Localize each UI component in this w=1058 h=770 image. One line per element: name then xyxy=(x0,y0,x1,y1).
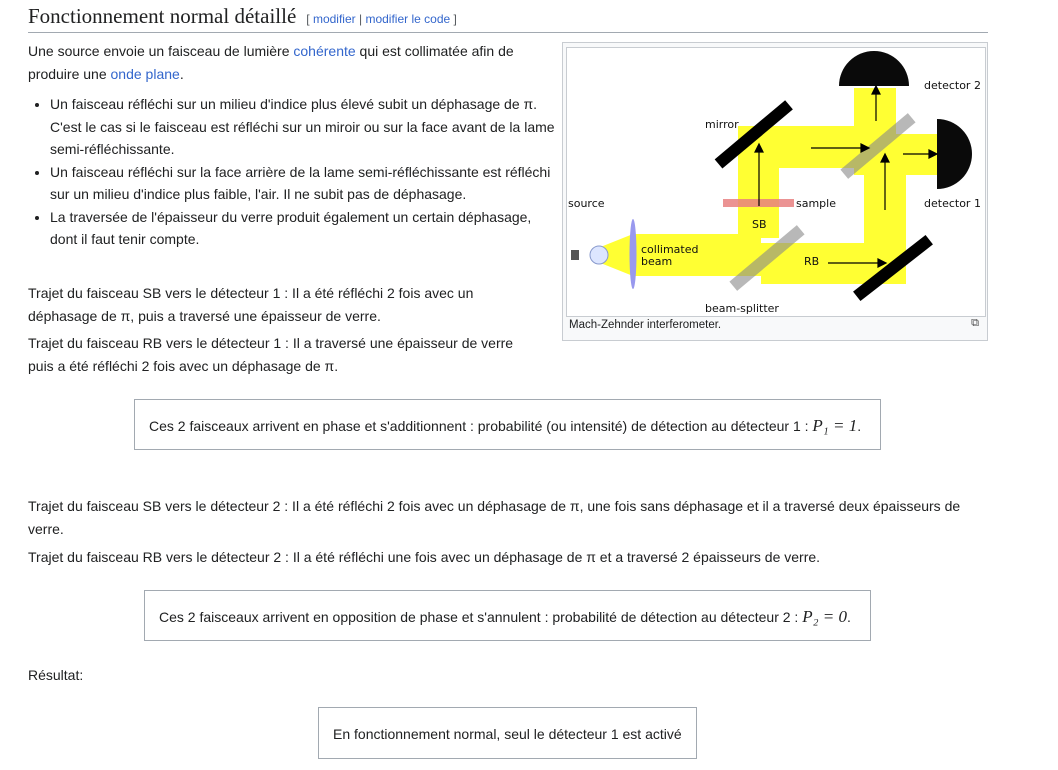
interferometer-diagram[interactable] xyxy=(566,47,986,317)
label-sample: sample xyxy=(796,197,836,210)
text: . xyxy=(179,65,184,82)
link-coherente[interactable]: cohérente xyxy=(293,43,356,59)
separator: | xyxy=(358,12,363,26)
box-text: En fonctionnement normal, seul le détecteur 1 est activé xyxy=(333,726,682,742)
detector-2 xyxy=(839,51,909,86)
edit-link[interactable]: modifier xyxy=(312,12,356,26)
detector-1 xyxy=(937,119,972,189)
box-text: Ces 2 faisceaux arrivent en phase et s'additionnent : probabilité (ou intensité) de détection au détecteur 1 : xyxy=(149,418,813,434)
list-item: • Un faisceau réfléchi sur un milieu d'indice plus élevé subit un déphasage de π. C'est le cas si le faisceau est réfléchi sur un miroir ou sur la face avant de la lame semi-réfléchissante. xyxy=(50,93,562,161)
bracket: ] xyxy=(453,12,457,26)
bulb-base xyxy=(571,250,579,260)
text: . xyxy=(847,609,851,625)
lens xyxy=(630,219,637,289)
result-box-detector2 xyxy=(144,590,871,641)
list-item: • Un faisceau réfléchi sur la face arrière de la lame semi-réfléchissante est réfléchi sur un milieu d'indice plus faible, l'air. Il ne subit pas de déphasage. xyxy=(50,161,562,206)
figure-caption: Mach-Zehnder interferometer. xyxy=(569,319,722,331)
label-rb: RB xyxy=(804,255,820,268)
paragraph-sb-d1: Trajet du faisceau SB vers le détecteur 1 : Il a été réfléchi 2 fois avec un déphasage de π, puis a traversé une épaisseur de verre. xyxy=(28,285,474,324)
heading-title: Fonctionnement normal détaillé xyxy=(28,4,297,28)
box-text: Ces 2 faisceaux arrivent en opposition de phase et s'annulent : probabilité de détection au détecteur 2 : xyxy=(159,609,803,625)
text: Une source envoie un faisceau de lumière xyxy=(28,43,294,59)
bracket: [ xyxy=(306,12,310,26)
conclusion-box xyxy=(318,707,697,759)
label-detector2: detector 2 xyxy=(924,79,981,92)
label-collimated: collimated xyxy=(641,243,699,256)
paragraph-sb-d2: Trajet du faisceau SB vers le détecteur 2 : Il a été réfléchi 2 fois avec un déphasage de π, une fois sans déphasage et il a traversé deux épaisseurs de verre. xyxy=(28,498,961,537)
link-onde-plane[interactable]: onde plane xyxy=(110,65,180,82)
label-mirror: mirror xyxy=(705,118,739,131)
result-box-detector1 xyxy=(134,399,881,450)
bullet-list xyxy=(28,93,562,251)
paragraph-rb-d2: Trajet du faisceau RB vers le détecteur 2 : Il a été réfléchi une fois avec un déphasage de π et a traversé 2 épaisseurs de verre. xyxy=(28,549,821,565)
list-item: • La traversée de l'épaisseur du verre produit également un certain déphasage, dont il faut tenir compte. xyxy=(50,206,562,251)
text: qui est collimatée afin de produire une xyxy=(28,43,514,82)
text: . xyxy=(857,418,862,434)
figure xyxy=(562,42,988,341)
edit-links xyxy=(306,12,457,26)
enlarge-icon[interactable]: ⧉ xyxy=(971,317,979,329)
intro-paragraph xyxy=(28,40,528,85)
label-beam-splitter: beam-splitter xyxy=(705,302,779,315)
bulb-icon xyxy=(590,246,608,264)
math-formula: P₂ = 0 xyxy=(802,607,847,626)
label-beam: beam xyxy=(641,255,673,268)
result-label: Résultat: xyxy=(28,667,84,683)
math-formula: P₁ = 1 xyxy=(812,416,858,435)
edit-code-link[interactable]: modifier le code xyxy=(365,12,451,26)
label-detector1: detector 1 xyxy=(924,197,981,210)
label-source: source xyxy=(568,197,605,210)
label-sb: SB xyxy=(752,218,767,231)
section-heading xyxy=(28,4,988,33)
paragraph-rb-d1: Trajet du faisceau RB vers le détecteur 1 : Il a traversé une épaisseur de verre puis a été réfléchi 2 fois avec un déphasage de π. xyxy=(28,335,514,374)
